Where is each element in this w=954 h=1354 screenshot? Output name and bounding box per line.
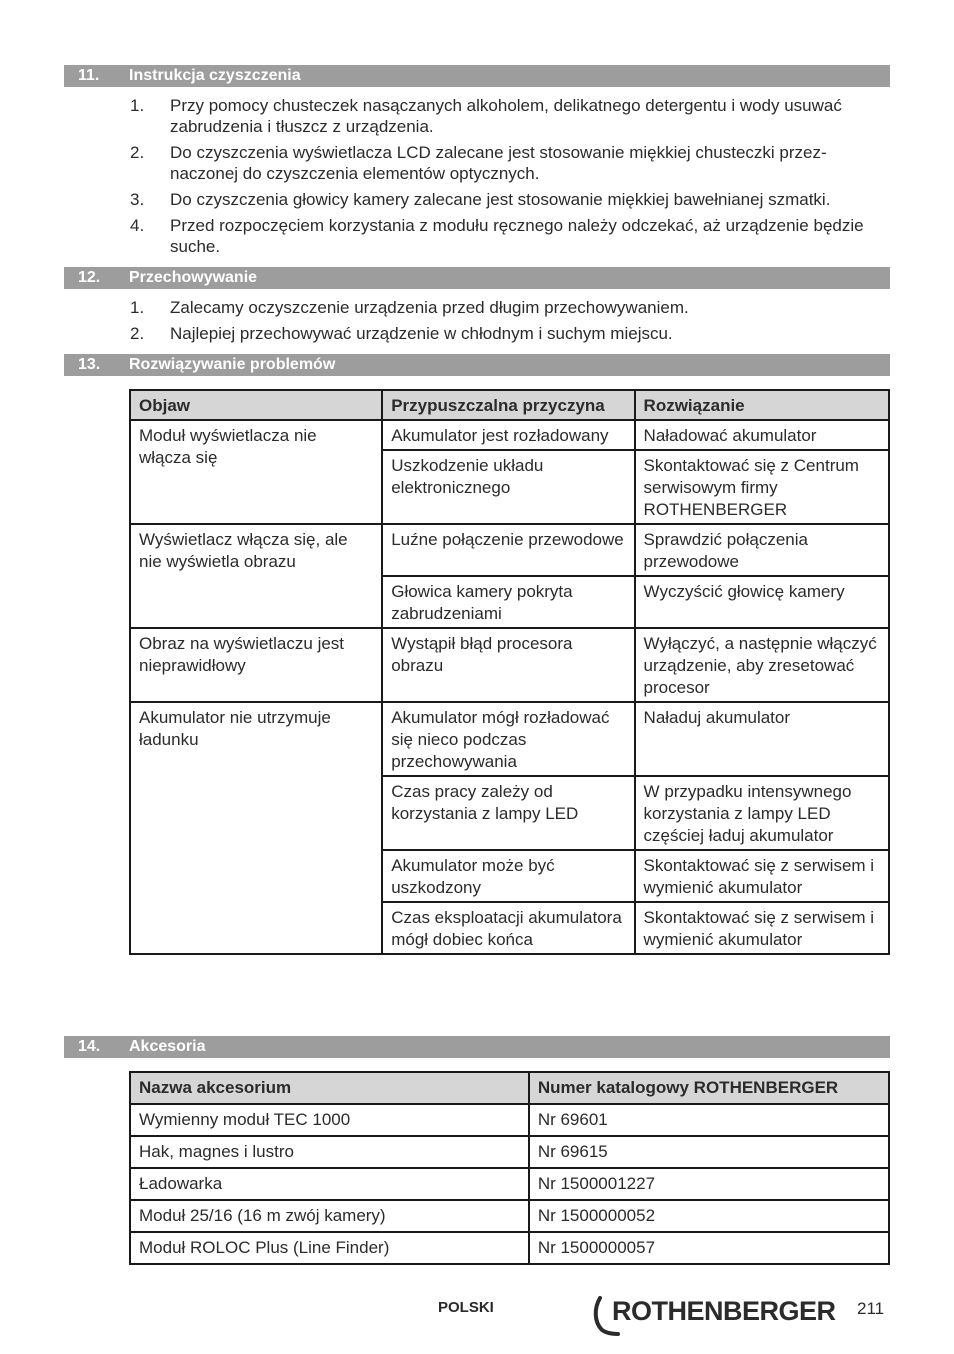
item-number: 4. <box>130 216 145 235</box>
item-number: 2. <box>130 324 145 343</box>
section-title: Rozwiązywanie problemów <box>129 356 336 373</box>
catalog-number-cell: Nr 1500000052 <box>529 1200 889 1232</box>
cause-cell: Wystąpił błąd procesora obrazu <box>382 628 634 702</box>
list-item <box>130 215 892 257</box>
solution-cell: Skontaktować się z Centrum serwisowym firmy ROTHENBERGER <box>635 450 889 524</box>
accessory-name-cell: Moduł 25/16 (16 m zwój kamery) <box>130 1200 529 1232</box>
item-text: Przed rozpoczęciem korzystania z modułu ręcznego należy odczekać, aż urządzenie będzie suche. <box>170 216 864 256</box>
item-text: Przy pomocy chusteczek nasączanych alkoholem, delikatnego detergentu i wody usuwać zabrudzenia i tłuszcz z urządzenia. <box>170 96 842 136</box>
table-row <box>130 1136 889 1168</box>
accessory-name-cell: Ładowarka <box>130 1168 529 1200</box>
section-title: Akcesoria <box>129 1038 206 1055</box>
list-item <box>130 189 892 210</box>
catalog-number-cell: Nr 1500000057 <box>529 1232 889 1264</box>
list-item <box>130 95 892 137</box>
table-row <box>130 1104 889 1136</box>
solution-cell: Wyłączyć, a następnie włączyć urządzenie, aby zresetować procesor <box>635 628 889 702</box>
cause-cell: Uszkodzenie układu elektronicznego <box>382 450 634 524</box>
cause-cell: Akumulator jest rozładowany <box>382 420 634 450</box>
accessories-table <box>129 1071 890 1265</box>
item-text: Zalecamy oczyszczenie urządzenia przed długim przechowywaniem. <box>170 298 689 317</box>
cleaning-instructions-list <box>130 95 892 262</box>
column-header-catalog-number: Numer katalogowy ROTHENBERGER <box>529 1072 889 1104</box>
table-header-row <box>130 390 889 420</box>
cause-cell: Akumulator może być uszkodzony <box>382 850 634 902</box>
table-row <box>130 628 889 702</box>
cause-cell: Głowica kamery pokryta zabrudzeniami <box>382 576 634 628</box>
column-header-cause: Przypuszczalna przyczyna <box>382 390 634 420</box>
solution-cell: Naładuj akumulator <box>635 702 889 776</box>
brand-logo <box>592 1294 842 1336</box>
catalog-number-cell: Nr 69601 <box>529 1104 889 1136</box>
cause-cell: Czas eksploatacji akumulatora mógł dobiec końca <box>382 902 634 954</box>
column-header-solution: Rozwiązanie <box>635 390 889 420</box>
item-number: 1. <box>130 96 145 115</box>
table-row <box>130 420 889 450</box>
item-number: 3. <box>130 190 145 209</box>
solution-cell: Skontaktować się z serwisem i wymienić akumulator <box>635 850 889 902</box>
symptom-cell: Obraz na wyświetlaczu jest nieprawidłowy <box>130 628 382 702</box>
item-text: Do czyszczenia wyświetlacza LCD zalecane jest stosowanie miękkiej chusteczki przez- naczonej do czyszczenia elementów optycznych. <box>170 143 827 183</box>
section-number: 13. <box>78 356 101 373</box>
item-number: 1. <box>130 298 145 317</box>
list-item <box>130 142 892 184</box>
cause-cell: Luźne połączenie przewodowe <box>382 524 634 576</box>
item-number: 2. <box>130 143 145 162</box>
section-number: 11. <box>78 67 100 84</box>
section-header-storage <box>64 267 890 289</box>
list-item <box>130 297 892 318</box>
section-title: Przechowywanie <box>129 269 258 286</box>
table-row <box>130 1232 889 1264</box>
page-number: 211 <box>857 1299 885 1318</box>
table-row <box>130 702 889 776</box>
column-header-accessory-name: Nazwa akcesorium <box>130 1072 529 1104</box>
catalog-number-cell: Nr 1500001227 <box>529 1168 889 1200</box>
solution-cell: W przypadku intensywnego korzystania z lampy LED częściej ładuj akumulator <box>635 776 889 850</box>
cause-cell: Czas pracy zależy od korzystania z lampy LED <box>382 776 634 850</box>
solution-cell: Skontaktować się z serwisem i wymienić akumulator <box>635 902 889 954</box>
storage-list <box>130 297 892 349</box>
section-header-cleaning <box>64 65 890 87</box>
solution-cell: Naładować akumulator <box>635 420 889 450</box>
section-number: 14. <box>78 1038 101 1055</box>
item-text: Do czyszczenia głowicy kamery zalecane jest stosowanie miękkiej bawełnianej szmatki. <box>170 190 831 209</box>
symptom-cell: Moduł wyświetlacza nie włącza się <box>130 420 382 524</box>
column-header-symptom: Objaw <box>130 390 382 420</box>
list-item <box>130 323 892 344</box>
symptom-cell: Wyświetlacz włącza się, ale nie wyświetla obrazu <box>130 524 382 628</box>
section-title: Instrukcja czyszczenia <box>129 67 301 84</box>
section-number: 12. <box>78 269 101 286</box>
catalog-number-cell: Nr 69615 <box>529 1136 889 1168</box>
accessory-name-cell: Wymienny moduł TEC 1000 <box>130 1104 529 1136</box>
logo-wordmark: ROTHENBERGER <box>612 1296 836 1326</box>
footer-language: POLSKI <box>438 1299 494 1316</box>
symptom-cell: Akumulator nie utrzymuje ładunku <box>130 702 382 954</box>
section-header-troubleshooting <box>64 354 890 376</box>
item-text: Najlepiej przechowywać urządzenie w chłodnym i suchym miejscu. <box>170 324 673 343</box>
table-header-row <box>130 1072 889 1104</box>
accessory-name-cell: Moduł ROLOC Plus (Line Finder) <box>130 1232 529 1264</box>
solution-cell: Sprawdzić połączenia przewodowe <box>635 524 889 576</box>
section-header-accessories <box>64 1036 890 1058</box>
table-row <box>130 1168 889 1200</box>
cause-cell: Akumulator mógł rozładować się nieco podczas przechowywania <box>382 702 634 776</box>
troubleshooting-table <box>129 389 890 955</box>
solution-cell: Wyczyścić głowicę kamery <box>635 576 889 628</box>
table-row <box>130 524 889 576</box>
table-row <box>130 1200 889 1232</box>
accessory-name-cell: Hak, magnes i lustro <box>130 1136 529 1168</box>
